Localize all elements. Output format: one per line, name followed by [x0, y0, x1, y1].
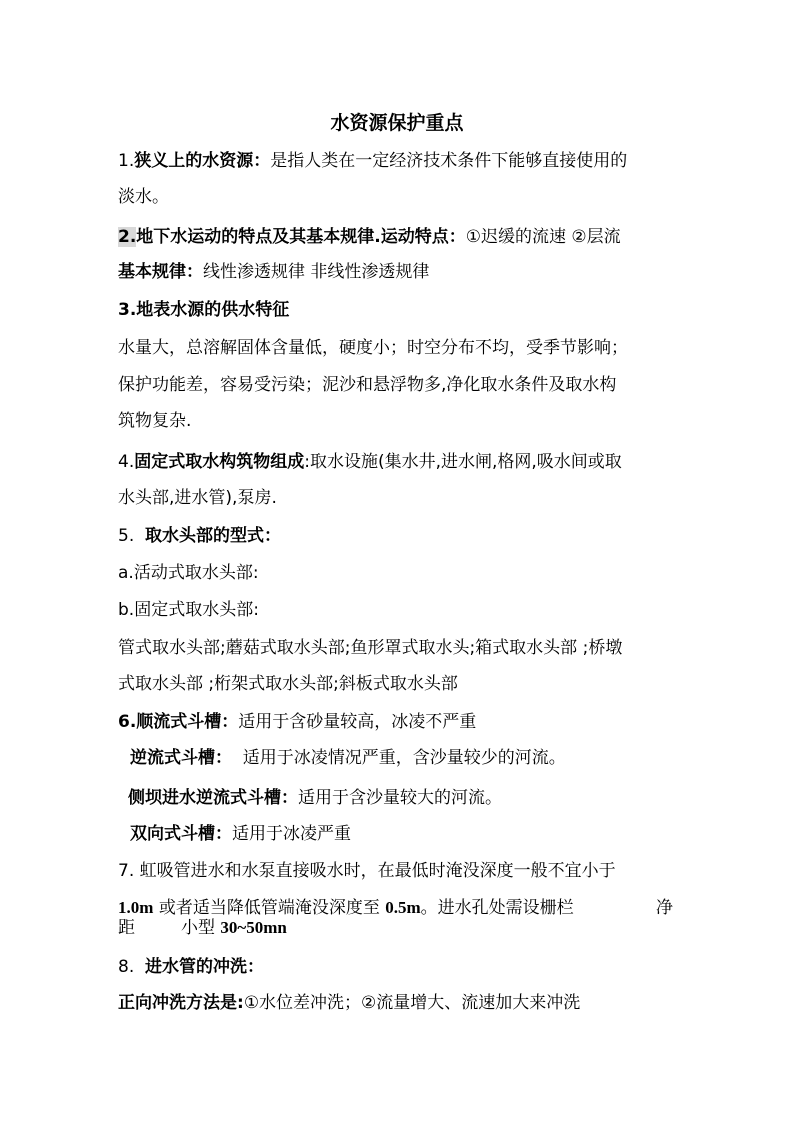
item-1-term: 狭义上的水资源：: [134, 151, 271, 171]
item-1-text: 是指人类在一定经济技术条件下能够直接使用的: [270, 151, 628, 171]
item-2-line-2: [118, 261, 683, 283]
item-3-line-2: 保护功能差，容易受污染；泥沙和悬浮物多,净化取水条件及取水构: [118, 375, 617, 395]
item-7-line-2: [118, 897, 673, 919]
item-5-a: a.活动式取水头部:: [118, 563, 259, 583]
item-5-number: 5.: [118, 526, 146, 546]
item-2-term: 地下水运动的特点及其基本规律.运动特点：: [136, 227, 466, 247]
item-6-term-2: 逆流式斗槽：: [130, 748, 232, 768]
item-3-line-3: 筑物复杂.: [118, 411, 192, 431]
item-8-heading: [118, 956, 683, 978]
item-6-line-1: [118, 711, 683, 733]
item-7-text-e: 距: [118, 918, 135, 938]
item-8-term: 进水管的冲洗：: [145, 957, 265, 977]
item-6-text-3: 适用于含沙量较大的河流。: [298, 788, 502, 808]
item-4-line-2: 水头部,进水管),泵房.: [118, 488, 277, 508]
item-5-list-line-1: 管式取水头部;蘑菇式取水头部;鱼形罩式取水头;箱式取水头部 ;桥墩: [118, 638, 623, 658]
item-5-b: b.固定式取水头部:: [118, 600, 259, 620]
item-8-line-1: [118, 992, 683, 1014]
item-6-term-1: 顺流式斗槽：: [136, 712, 239, 732]
item-4-text: :取水设施(集水井,进水闸,格网,吸水间或取: [304, 452, 622, 472]
item-6-text-4: 适用于冰凌严重: [232, 824, 351, 844]
item-6-line-2: [130, 747, 695, 769]
item-7-line-3: [118, 917, 683, 939]
item-4-line-1: [118, 451, 683, 473]
item-7-text-b: 或者适当降低管端淹没深度至: [153, 898, 386, 918]
item-7-text-c: 。进水孔处需设栅栏: [420, 898, 574, 918]
item-6-term-3: 侧坝进水逆流式斗槽：: [128, 788, 298, 808]
item-2-line-1: [118, 226, 683, 248]
item-5-heading: [118, 525, 683, 547]
item-6-line-4: [130, 823, 695, 845]
item-7-value-3: 30~50mn: [220, 918, 287, 937]
item-8-number: 8.: [118, 957, 146, 977]
item-5-term: 取水头部的型式：: [145, 526, 282, 546]
item-2-rule-text: 线性渗透规律 非线性渗透规律: [203, 262, 430, 282]
item-1-number: 1.: [118, 151, 135, 171]
item-8-term-2: 正向冲洗方法是:: [118, 993, 244, 1013]
item-7-value-1: 1.0m: [118, 898, 154, 917]
item-2-number: 2.: [118, 227, 137, 247]
item-7-text-d: 净: [656, 898, 673, 918]
page-title: 水资源保护重点: [330, 112, 464, 134]
item-2-rule-term: 基本规律：: [118, 262, 203, 282]
item-6-text-2: 适用于冰凌情况严重，含沙量较少的河流。: [232, 748, 566, 768]
item-4-term: 固定式取水构筑物组成: [134, 452, 305, 472]
item-8-text: ①水位差冲洗；②流量增大、流速加大来冲洗: [243, 993, 581, 1013]
item-7-value-2: 0.5m: [385, 898, 421, 917]
item-1-line-2: 淡水。: [118, 187, 169, 207]
item-4-number: 4.: [118, 452, 135, 472]
item-7-line-1: 7. 虹吸管进水和水泵直接吸水时，在最低时淹没深度一般不宜小于: [118, 861, 616, 881]
item-6-term-4: 双向式斗槽：: [130, 824, 232, 844]
item-6-line-3: [128, 787, 693, 809]
item-1-line-1: [118, 150, 683, 172]
item-2-text: ①迟缓的流速 ②层流: [465, 227, 621, 247]
item-7-text-f: 小型: [181, 918, 221, 938]
item-3-heading: 3.地表水源的供水特征: [118, 300, 290, 320]
item-3-line-1: 水量大，总溶解固体含量低，硬度小；时空分布不均，受季节影响；: [118, 338, 628, 358]
item-6-text-1: 适用于含砂量较高，冰凌不严重: [238, 712, 477, 732]
item-6-number: 6.: [118, 712, 137, 732]
item-5-list-line-2: 式取水头部 ;桁架式取水头部;斜板式取水头部: [118, 674, 458, 694]
